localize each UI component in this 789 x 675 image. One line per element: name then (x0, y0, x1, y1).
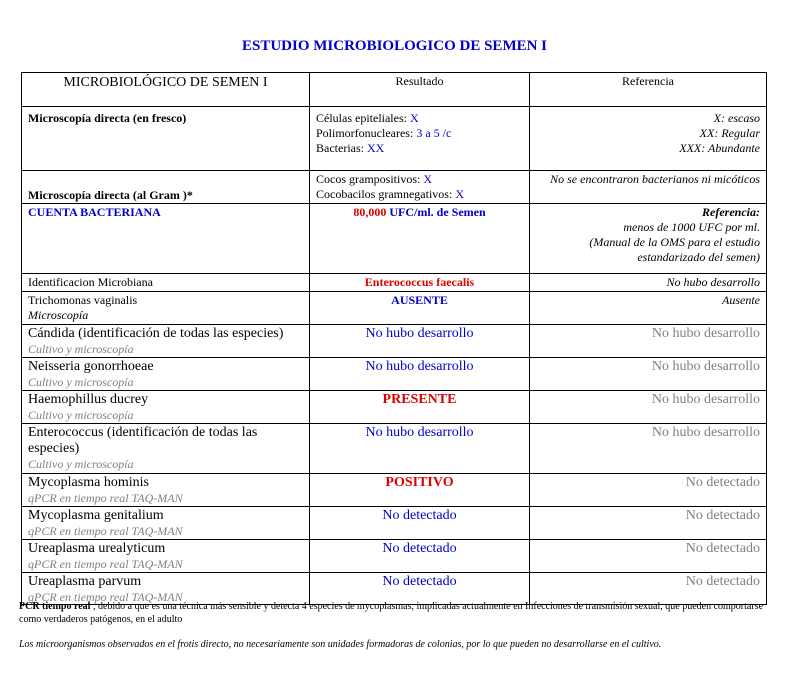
row-ureaplasma-urealyticum (22, 540, 767, 573)
row-name: Neisseria gonorrhoeae (28, 359, 154, 374)
report-title: ESTUDIO MICROBIOLOGICO DE SEMEN I (241, 38, 548, 54)
polimorfonucleares-line: Polimorfonucleares: 3 a 5 /c (316, 126, 452, 140)
row-result: No hubo desarrollo (310, 424, 530, 474)
row-result: No detectado (310, 540, 530, 573)
pcr-footnote (19, 600, 769, 626)
row-ref: No hubo desarrollo (530, 391, 767, 424)
pcr-footnote-text: , debido a que es una técnica más sensible y detecta 4 especies de mycoplasmas, implicadas actualmente en Infecciones de transmisión sexual, que pueden comportarse como verdaderos patógenos, en el adulto (19, 601, 764, 625)
row-method: qPCR en tiempo real TAQ-MAN (28, 524, 183, 538)
row-name: Mycoplasma hominis (28, 475, 149, 490)
row-name: Enterococcus (identificación de todas las especies) (28, 425, 258, 456)
fresco-ref-1: X: escaso (713, 111, 760, 125)
row-method: Cultivo y microscopía (28, 457, 134, 471)
row-name: Cándida (identificación de todas las especies) (28, 326, 284, 341)
row-result: No hubo desarrollo (310, 358, 530, 391)
header-study: MICROBIOLÓGICO DE SEMEN I (22, 73, 310, 107)
row-enterococcus (22, 424, 767, 474)
row-mycoplasma-genitalium (22, 507, 767, 540)
row-name: Ureaplasma parvum (28, 574, 142, 589)
pcr-footnote-bold: PCR tiempo real (19, 601, 91, 612)
cuenta-ref-title: Referencia: (702, 205, 760, 219)
gram-label: Microscopía directa (al Gram )* (28, 188, 193, 202)
bacterias-line: Bacterias: XX (316, 141, 385, 155)
header-reference: Referencia (530, 73, 767, 107)
row-trichomonas (22, 292, 767, 325)
row-identificacion (22, 274, 767, 292)
row-ref: No hubo desarrollo (530, 358, 767, 391)
row-name: Ureaplasma urealyticum (28, 541, 166, 556)
cocobacilos-value: X (455, 187, 464, 201)
fresco-ref-2: XX: Regular (699, 126, 760, 140)
row-method: Microscopía (28, 308, 89, 322)
fresco-label: Microscopía directa (en fresco) (28, 111, 187, 125)
row-ref: Ausente (530, 292, 767, 325)
row-method: Cultivo y microscopía (28, 408, 134, 422)
cuenta-label: CUENTA BACTERIANA (28, 205, 161, 219)
row-result: No detectado (310, 507, 530, 540)
row-method: qPCR en tiempo real TAQ-MAN (28, 557, 183, 571)
epiteliales-value: X (409, 111, 419, 125)
row-result: No detectado (310, 573, 530, 605)
gram-ref: No se encontraron bacterianos ni micóticos (530, 171, 767, 204)
cuenta-ref-line3: estandarizado del semen) (637, 250, 760, 264)
row-method: Cultivo y microscopía (28, 375, 134, 389)
row-ref: No detectado (530, 474, 767, 507)
row-candida (22, 325, 767, 358)
row-microscopia-fresco (22, 107, 767, 171)
epiteliales-line: Células epiteliales: X (316, 111, 419, 125)
row-mycoplasma-hominis (22, 474, 767, 507)
cuenta-ref-line1: menos de 1000 UFC por ml. (623, 220, 760, 234)
row-name: Mycoplasma genitalium (28, 508, 164, 523)
row-neisseria (22, 358, 767, 391)
row-ref: No detectado (530, 573, 767, 605)
header-result: Resultado (310, 73, 530, 107)
cocos-value: X (423, 172, 433, 186)
row-result: AUSENTE (310, 292, 530, 325)
cocobacilos-line: Cocobacilos gramnegativos: X (316, 187, 464, 201)
frotis-footnote: Los microorganismos observados en el frotis directo, no necesariamente son unidades formadoras de colonias, por lo que pueden no desarrollarse en el cultivo. (19, 639, 662, 650)
row-method: qPCR en tiempo real TAQ-MAN (28, 590, 183, 604)
row-result: No hubo desarrollo (310, 325, 530, 358)
row-ref: No detectado (530, 507, 767, 540)
table-header-row (22, 73, 767, 107)
row-method: qPCR en tiempo real TAQ-MAN (28, 491, 183, 505)
cocos-line: Cocos grampositivos: X (316, 172, 433, 186)
cuenta-unit: UFC/ml. de Semen (386, 205, 486, 219)
row-haemophillus (22, 391, 767, 424)
cuenta-value: 80,000 (353, 205, 387, 219)
row-method: Cultivo y microscopía (28, 342, 134, 356)
row-result: POSITIVO (310, 474, 530, 507)
row-ref: No hubo desarrollo (530, 274, 767, 292)
row-name: Identificacion Microbiana (28, 275, 153, 289)
row-ref: No hubo desarrollo (530, 424, 767, 474)
bacterias-value: XX (366, 141, 385, 155)
fresco-ref-3: XXX: Abundante (679, 141, 760, 155)
polimorfonucleares-value: 3 a 5 /c (416, 126, 452, 140)
row-name: Haemophillus ducrey (28, 392, 149, 407)
row-result: Enterococcus faecalis (310, 274, 530, 292)
row-name: Trichomonas vaginalis (28, 293, 138, 307)
results-table (21, 72, 767, 605)
row-ref: No hubo desarrollo (530, 325, 767, 358)
row-cuenta-bacteriana (22, 204, 767, 274)
row-result: PRESENTE (310, 391, 530, 424)
row-ref: No detectado (530, 540, 767, 573)
row-microscopia-gram (22, 171, 767, 204)
cuenta-ref-line2: (Manual de la OMS para el estudio (589, 235, 760, 249)
